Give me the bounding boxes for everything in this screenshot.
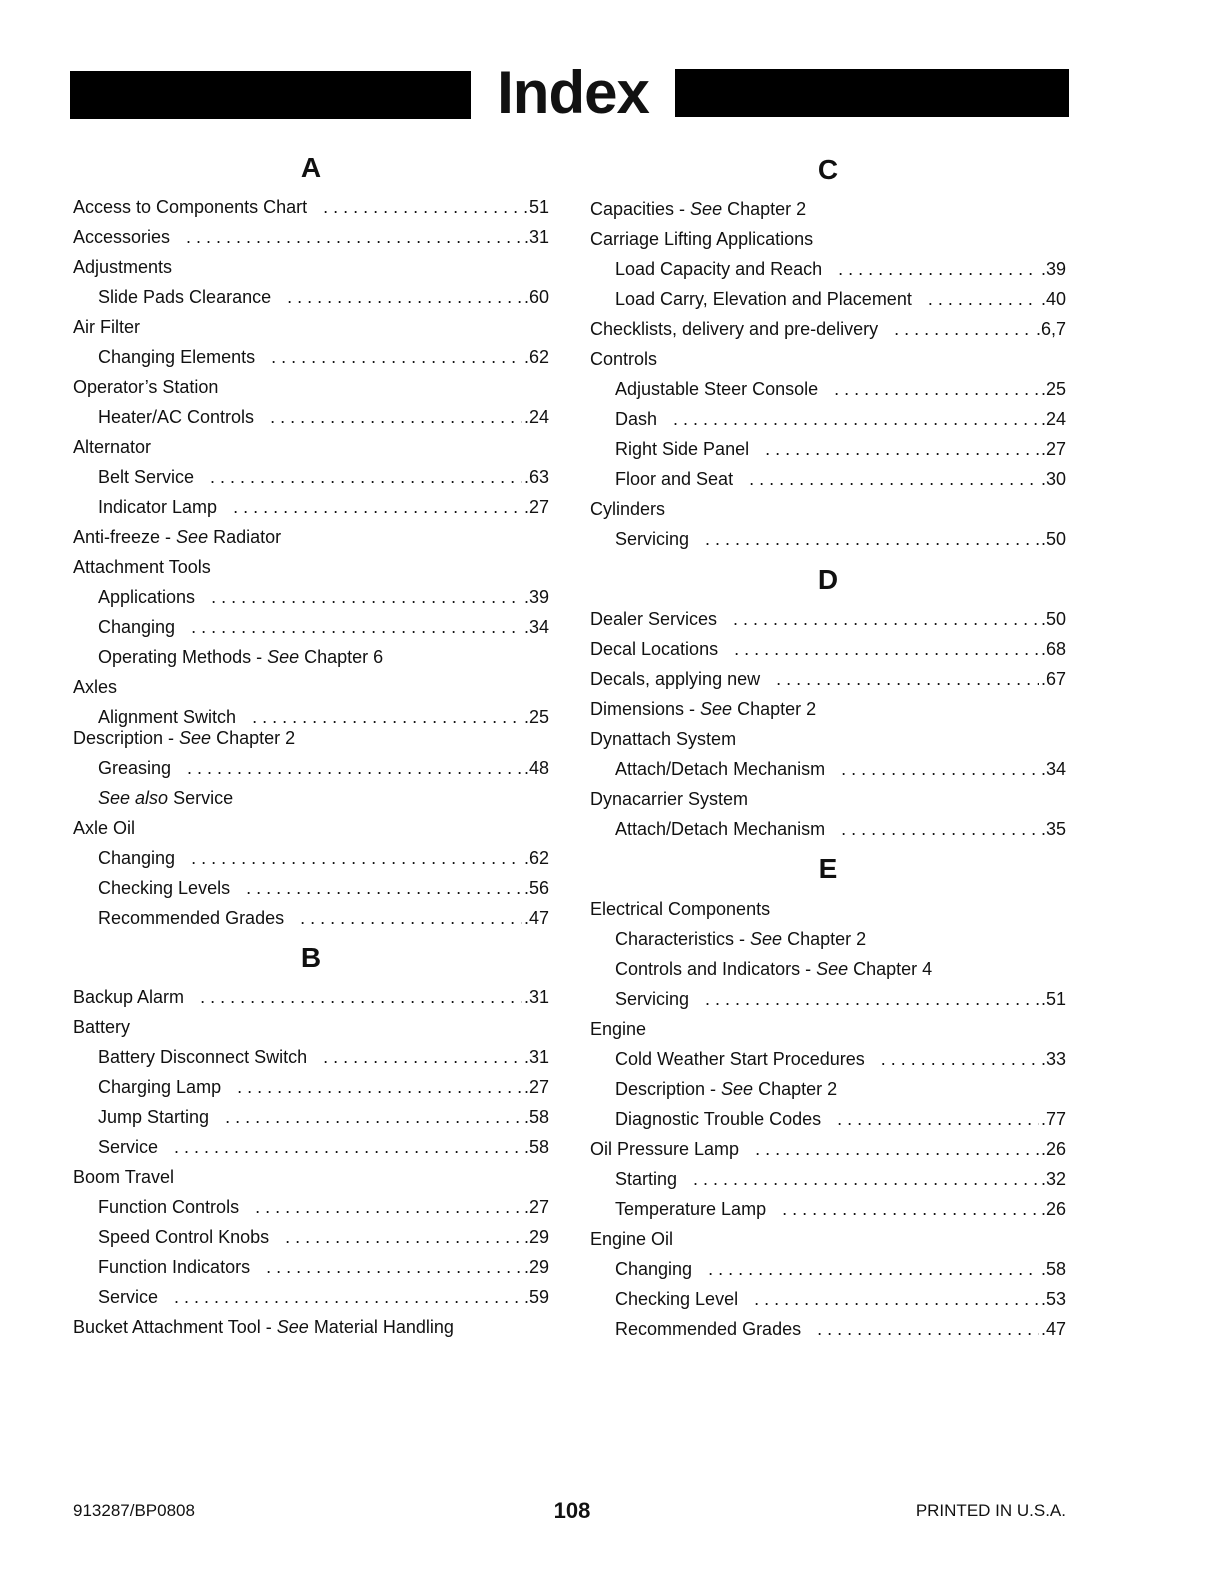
dot-leader xyxy=(673,407,1039,431)
dot-leader xyxy=(733,607,1039,631)
entry-page-number: .47 xyxy=(523,908,549,928)
index-entry xyxy=(73,1195,549,1219)
entry-label: Oil Pressure Lamp xyxy=(590,1139,740,1159)
entry-page-number: .6,7 xyxy=(1035,319,1066,339)
entry-label: Dynacarrier System xyxy=(590,789,749,809)
entry-label: Recommended Grades xyxy=(615,1319,802,1339)
entry-label: Dimensions - See Chapter 2 xyxy=(590,699,817,719)
see-reference: See xyxy=(267,647,300,667)
index-entry xyxy=(590,1317,1066,1341)
entry-page-number: .58 xyxy=(1040,1259,1066,1279)
dot-leader xyxy=(749,467,1039,491)
index-entry xyxy=(73,726,549,750)
entry-label: Checking Level xyxy=(615,1289,739,1309)
entry-label: Characteristics - See Chapter 2 xyxy=(615,929,867,949)
dot-leader xyxy=(705,527,1039,551)
entry-label: Axle Oil xyxy=(73,818,136,838)
dot-leader xyxy=(817,1317,1039,1341)
dot-leader xyxy=(754,1287,1039,1311)
entry-page-number: .25 xyxy=(1040,379,1066,399)
dot-leader xyxy=(187,756,522,780)
index-entry xyxy=(590,317,1066,341)
dot-leader xyxy=(881,1047,1039,1071)
dot-leader xyxy=(186,225,522,249)
entry-label: Dealer Services xyxy=(590,609,718,629)
entry-label: Servicing xyxy=(615,989,690,1009)
entry-page-number: .35 xyxy=(1040,819,1066,839)
entry-label: Service xyxy=(98,1137,159,1157)
entry-page-number: .29 xyxy=(523,1227,549,1247)
entry-label: Alternator xyxy=(73,437,152,457)
index-entry xyxy=(73,846,549,870)
index-entry xyxy=(73,435,549,459)
index-entry xyxy=(73,1225,549,1249)
entry-label: Dash xyxy=(615,409,658,429)
index-entry xyxy=(73,1045,549,1069)
entry-page-number: .33 xyxy=(1040,1049,1066,1069)
entry-label: Air Filter xyxy=(73,317,140,337)
index-entry xyxy=(590,787,1066,811)
entry-page-number: .47 xyxy=(1040,1319,1066,1339)
entry-label: Function Indicators xyxy=(98,1257,251,1277)
entry-label: Function Controls xyxy=(98,1197,240,1217)
index-entry xyxy=(590,1107,1066,1131)
dot-leader xyxy=(255,1195,522,1219)
index-entry xyxy=(590,227,1066,251)
entry-label: Operating Methods - See Chapter 6 xyxy=(98,647,384,667)
dot-leader xyxy=(323,195,527,219)
index-entry xyxy=(590,757,1066,781)
dot-leader xyxy=(928,287,1039,311)
entry-page-number: .34 xyxy=(523,617,549,637)
dot-leader xyxy=(211,585,522,609)
dot-leader xyxy=(755,1137,1039,1161)
index-entry xyxy=(590,607,1066,631)
entry-label: Jump Starting xyxy=(98,1107,210,1127)
dot-leader xyxy=(270,405,522,429)
dot-leader xyxy=(838,257,1039,281)
index-entry xyxy=(590,1287,1066,1311)
entry-label: Decals, applying new xyxy=(590,669,761,689)
dot-leader xyxy=(225,1105,522,1129)
dot-leader xyxy=(782,1197,1039,1221)
entry-label: Axles xyxy=(73,677,118,697)
entry-page-number: .40 xyxy=(1040,289,1066,309)
index-entry xyxy=(73,675,549,699)
entry-label: Adjustable Steer Console xyxy=(615,379,819,399)
dot-leader xyxy=(174,1135,522,1159)
entry-label: Load Capacity and Reach xyxy=(615,259,823,279)
entry-label: Carriage Lifting Applications xyxy=(590,229,814,249)
index-entry xyxy=(73,816,549,840)
index-entry xyxy=(73,585,549,609)
dot-leader xyxy=(705,987,1039,1011)
index-entry xyxy=(73,375,549,399)
index-entry xyxy=(73,756,549,780)
entry-page-number: .27 xyxy=(523,1197,549,1217)
entry-page-number: .31 xyxy=(523,987,549,1007)
entry-label: Heater/AC Controls xyxy=(98,407,255,427)
entry-label: Temperature Lamp xyxy=(615,1199,767,1219)
index-entry xyxy=(590,497,1066,521)
index-entry xyxy=(73,1105,549,1129)
index-entry xyxy=(73,1075,549,1099)
entry-page-number: .56 xyxy=(523,878,549,898)
entry-label: Charging Lamp xyxy=(98,1077,222,1097)
entry-label: Capacities - See Chapter 2 xyxy=(590,199,807,219)
index-entry xyxy=(590,1197,1066,1221)
index-entry xyxy=(590,347,1066,371)
section-letter: E xyxy=(818,853,838,884)
dot-leader xyxy=(841,817,1039,841)
index-entry xyxy=(590,197,1066,221)
entry-page-number: .39 xyxy=(1040,259,1066,279)
entry-page-number: .32 xyxy=(1040,1169,1066,1189)
index-entry xyxy=(590,667,1066,691)
entry-page-number: .77 xyxy=(1040,1109,1066,1129)
see-reference: See xyxy=(690,199,723,219)
entry-page-number: .27 xyxy=(523,497,549,517)
see-reference: See xyxy=(179,728,212,748)
entry-page-number: .62 xyxy=(523,347,549,367)
entry-label: Backup Alarm xyxy=(73,987,185,1007)
index-entry xyxy=(590,257,1066,281)
page-title: Index xyxy=(497,59,649,126)
dot-leader xyxy=(237,1075,522,1099)
index-entry xyxy=(590,467,1066,491)
index-entry xyxy=(590,697,1066,721)
index-entry xyxy=(73,255,549,279)
entry-page-number: .26 xyxy=(1040,1199,1066,1219)
dot-leader xyxy=(894,317,1034,341)
index-entry xyxy=(590,817,1066,841)
entry-page-number: .26 xyxy=(1040,1139,1066,1159)
entry-label: See also Service xyxy=(98,788,234,808)
section-letter: D xyxy=(817,564,839,595)
entry-page-number: .53 xyxy=(1040,1289,1066,1309)
see-reference: See xyxy=(276,1317,309,1337)
index-entry xyxy=(73,876,549,900)
entry-page-number: .31 xyxy=(523,227,549,247)
entry-page-number: .48 xyxy=(523,758,549,778)
entry-page-number: .27 xyxy=(1040,439,1066,459)
see-reference: See xyxy=(721,1079,754,1099)
index-entry xyxy=(590,1077,1066,1101)
index-entry xyxy=(73,525,549,549)
index-entry xyxy=(590,927,1066,951)
dot-leader xyxy=(266,1255,522,1279)
index-entry xyxy=(73,985,549,1009)
see-reference: See xyxy=(750,929,783,949)
index-entry xyxy=(73,906,549,930)
index-entry xyxy=(590,287,1066,311)
entry-label: Slide Pads Clearance xyxy=(98,287,272,307)
dot-leader xyxy=(837,1107,1039,1131)
section-letter: A xyxy=(300,152,322,183)
entry-label: Anti-freeze - See Radiator xyxy=(73,527,282,547)
index-entry xyxy=(73,786,549,810)
entry-label: Attach/Detach Mechanism xyxy=(615,819,826,839)
index-entry xyxy=(590,437,1066,461)
entry-label: Service xyxy=(98,1287,159,1307)
index-entry xyxy=(590,987,1066,1011)
dot-leader xyxy=(834,377,1039,401)
entry-label: Description - See Chapter 2 xyxy=(73,728,296,748)
section-letter: B xyxy=(300,942,322,973)
entry-page-number: .60 xyxy=(523,287,549,307)
index-entry xyxy=(73,1255,549,1279)
index-entry xyxy=(73,495,549,519)
entry-page-number: .59 xyxy=(523,1287,549,1307)
entry-label: Electrical Components xyxy=(590,899,771,919)
entry-page-number: .62 xyxy=(523,848,549,868)
index-entry xyxy=(73,465,549,489)
entry-label: Changing xyxy=(98,848,176,868)
entry-label: Floor and Seat xyxy=(615,469,734,489)
entry-label: Engine xyxy=(590,1019,647,1039)
entry-label: Speed Control Knobs xyxy=(98,1227,270,1247)
section-letter: C xyxy=(817,154,839,185)
dot-leader xyxy=(300,906,522,930)
footer-printed: PRINTED IN U.S.A. xyxy=(915,1501,1066,1520)
index-entry xyxy=(590,407,1066,431)
entry-label: Cylinders xyxy=(590,499,666,519)
entry-label: Controls xyxy=(590,349,658,369)
entry-page-number: .39 xyxy=(523,587,549,607)
title-bar xyxy=(0,0,1224,140)
entry-label: Load Carry, Elevation and Placement xyxy=(615,289,912,309)
entry-label: Changing xyxy=(615,1259,693,1279)
entry-label: Accessories xyxy=(73,227,171,247)
dot-leader xyxy=(191,846,522,870)
entry-page-number: 51 xyxy=(528,197,549,217)
entry-page-number: .63 xyxy=(523,467,549,487)
entry-label: Battery Disconnect Switch xyxy=(98,1047,308,1067)
index-entry xyxy=(73,1285,549,1309)
index-entry xyxy=(590,1047,1066,1071)
entry-label: Alignment Switch xyxy=(98,707,237,727)
entry-page-number: .58 xyxy=(523,1137,549,1157)
entry-page-number: .34 xyxy=(1040,759,1066,779)
title-rule-right xyxy=(675,69,1069,117)
entry-page-number: .27 xyxy=(523,1077,549,1097)
index-entry xyxy=(73,405,549,429)
index-entry xyxy=(73,1165,549,1189)
dot-leader xyxy=(246,876,522,900)
see-reference: See xyxy=(700,699,733,719)
entry-label: Indicator Lamp xyxy=(98,497,218,517)
dot-leader xyxy=(708,1257,1039,1281)
index-entry xyxy=(590,897,1066,921)
entry-page-number: .50 xyxy=(1040,609,1066,629)
see-reference: See also xyxy=(98,788,169,808)
index-entry xyxy=(73,1015,549,1039)
dot-leader xyxy=(233,495,522,519)
entry-page-number: .31 xyxy=(523,1047,549,1067)
entry-page-number: .51 xyxy=(1040,989,1066,1009)
index-entry xyxy=(590,637,1066,661)
entry-label: Applications xyxy=(98,587,196,607)
dot-leader xyxy=(200,985,522,1009)
entry-label: Attach/Detach Mechanism xyxy=(615,759,826,779)
entry-label: Bucket Attachment Tool - See Material Handling xyxy=(73,1317,454,1337)
dot-leader xyxy=(323,1045,522,1069)
entry-label: Servicing xyxy=(615,529,690,549)
dot-leader xyxy=(174,1285,522,1309)
index-entry xyxy=(590,1167,1066,1191)
dot-leader xyxy=(287,285,522,309)
index-entry xyxy=(590,1257,1066,1281)
entry-page-number: .68 xyxy=(1040,639,1066,659)
entry-label: Cold Weather Start Procedures xyxy=(615,1049,865,1069)
dot-leader xyxy=(271,345,522,369)
entry-page-number: .30 xyxy=(1040,469,1066,489)
dot-leader xyxy=(210,465,522,489)
dot-leader xyxy=(841,757,1039,781)
entry-label: Controls and Indicators - See Chapter 4 xyxy=(615,959,933,979)
index-entry xyxy=(590,957,1066,981)
index-entry xyxy=(73,285,549,309)
entry-label: Greasing xyxy=(98,758,172,778)
index-entry xyxy=(590,377,1066,401)
dot-leader xyxy=(693,1167,1039,1191)
entry-label: Decal Locations xyxy=(590,639,719,659)
entry-label: Starting xyxy=(615,1169,678,1189)
footer-doc-number: 913287/BP0808 xyxy=(73,1501,195,1520)
entry-label: Description - See Chapter 2 xyxy=(615,1079,838,1099)
entry-label: Diagnostic Trouble Codes xyxy=(615,1109,822,1129)
index-entry xyxy=(73,195,549,219)
entry-page-number: .24 xyxy=(523,407,549,427)
entry-page-number: .29 xyxy=(523,1257,549,1277)
entry-page-number: .67 xyxy=(1040,669,1066,689)
entry-page-number: .25 xyxy=(523,707,549,727)
index-entry xyxy=(590,1137,1066,1161)
index-entry xyxy=(73,615,549,639)
see-reference: See xyxy=(176,527,209,547)
index-entry xyxy=(73,1135,549,1159)
entry-label: Checklists, delivery and pre-delivery xyxy=(590,319,879,339)
entry-label: Battery xyxy=(73,1017,131,1037)
entry-label: Recommended Grades xyxy=(98,908,285,928)
index-entry xyxy=(73,345,549,369)
entry-page-number: .24 xyxy=(1040,409,1066,429)
entry-label: Dynattach System xyxy=(590,729,737,749)
entry-label: Checking Levels xyxy=(98,878,231,898)
entry-label: Adjustments xyxy=(73,257,173,277)
entry-label: Changing Elements xyxy=(98,347,256,367)
dot-leader xyxy=(734,637,1039,661)
index-entry xyxy=(590,1017,1066,1041)
entry-label: Belt Service xyxy=(98,467,195,487)
index-entry xyxy=(73,555,549,579)
footer-page-number: 108 xyxy=(553,1498,591,1523)
index-entry xyxy=(590,1227,1066,1251)
entry-page-number: .58 xyxy=(523,1107,549,1127)
title-rule-left xyxy=(70,71,471,119)
entry-label: Engine Oil xyxy=(590,1229,674,1249)
index-entry xyxy=(590,727,1066,751)
dot-leader xyxy=(191,615,522,639)
index-entry xyxy=(73,645,549,669)
entry-label: Changing xyxy=(98,617,176,637)
entry-label: Operator’s Station xyxy=(73,377,219,397)
entry-page-number: .50 xyxy=(1040,529,1066,549)
see-reference: See xyxy=(816,959,849,979)
dot-leader xyxy=(285,1225,522,1249)
dot-leader xyxy=(776,667,1039,691)
dot-leader xyxy=(765,437,1039,461)
entry-label: Attachment Tools xyxy=(73,557,211,577)
index-entry xyxy=(73,315,549,339)
entry-label: Boom Travel xyxy=(73,1167,175,1187)
index-entry xyxy=(73,1315,549,1339)
index-entry xyxy=(73,225,549,249)
entry-label: Right Side Panel xyxy=(615,439,750,459)
index-entry xyxy=(590,527,1066,551)
entry-label: Access to Components Chart xyxy=(73,197,308,217)
